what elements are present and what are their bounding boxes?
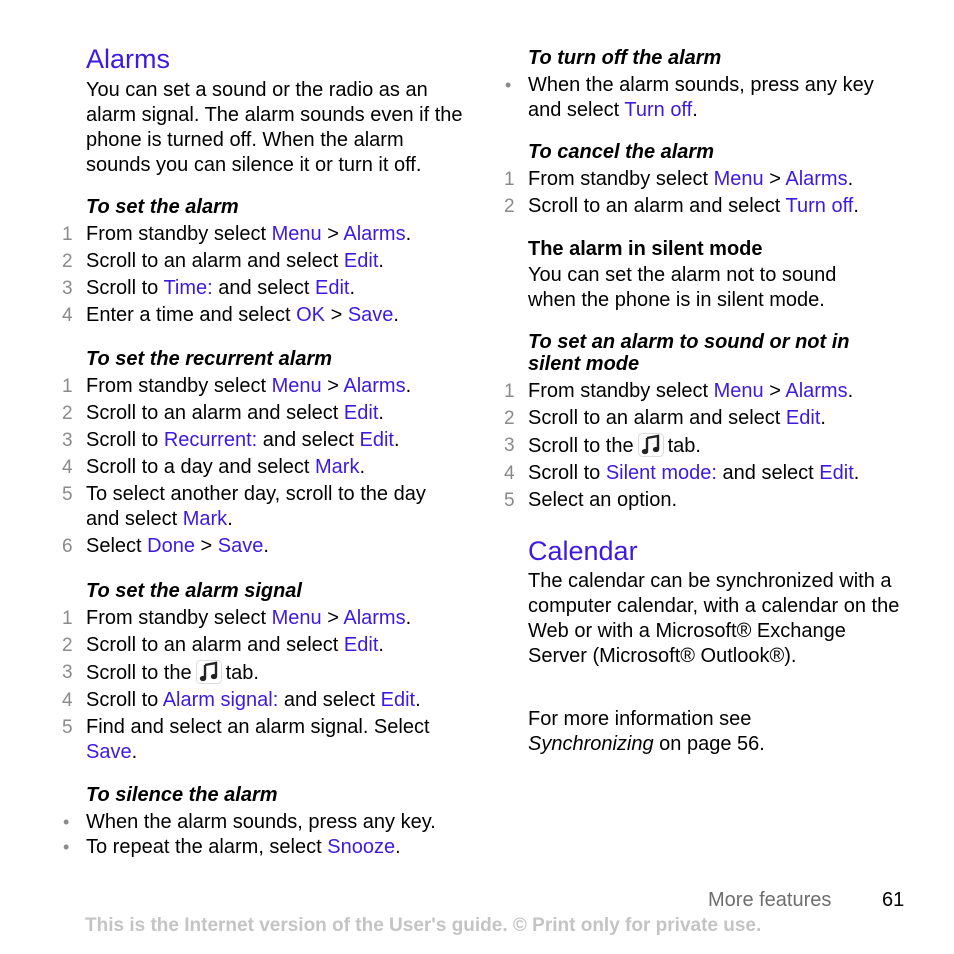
bullet-icon: •	[505, 75, 512, 95]
step-text: .	[405, 223, 412, 245]
menu-link[interactable]: Snooze	[327, 836, 396, 858]
more-info-pre: For more information see	[528, 708, 752, 730]
page-number: 61	[882, 889, 905, 911]
menu-link[interactable]: OK	[296, 304, 326, 326]
menu-link[interactable]: Menu	[271, 375, 322, 397]
menu-link[interactable]: Done	[147, 535, 195, 557]
synchronizing-reference: Synchronizing	[528, 733, 654, 755]
menu-link[interactable]: Save	[86, 741, 132, 763]
step-text: Scroll to	[86, 277, 164, 299]
step-number: 5	[504, 490, 515, 511]
step-text: >	[763, 168, 786, 190]
alarm-signal-heading: To set the alarm signal	[86, 580, 302, 602]
step-number: 1	[504, 381, 515, 402]
step-number: 2	[504, 196, 515, 217]
step-number: 3	[62, 662, 73, 683]
step-text: .	[692, 99, 698, 121]
step-text: From standby select	[528, 168, 714, 190]
step-text: Scroll to an alarm and select	[528, 407, 786, 429]
menu-link[interactable]: Menu	[271, 223, 322, 245]
footer-section-name: More features	[708, 889, 832, 911]
list-item	[58, 633, 468, 658]
step-text: .	[405, 607, 412, 629]
step-text: >	[321, 607, 344, 629]
recurrent-alarm-steps	[58, 374, 464, 561]
step-text: Enter a time and select	[86, 304, 297, 326]
music-note-tab-icon	[196, 660, 222, 684]
silence-alarm-bullets	[58, 810, 478, 860]
menu-link[interactable]: Alarms	[785, 168, 848, 190]
list-item	[500, 167, 920, 192]
recurrent-alarm-heading: To set the recurrent alarm	[86, 348, 333, 370]
step-text: .	[393, 429, 400, 451]
step-number: 2	[504, 408, 515, 429]
step-text: Scroll to the	[528, 435, 634, 457]
step-number: 1	[62, 224, 73, 245]
step-text: Find and select an alarm signal. Select	[86, 716, 430, 738]
bullet-icon: •	[63, 837, 70, 857]
step-number: 4	[62, 457, 73, 478]
step-number: 1	[504, 169, 515, 190]
step-text: >	[325, 304, 348, 326]
step-number: 5	[62, 484, 73, 505]
step-text: .	[405, 375, 412, 397]
step-number: 2	[62, 635, 73, 656]
step-text: Scroll to	[86, 689, 163, 711]
menu-link[interactable]: Mark	[315, 456, 360, 478]
menu-link[interactable]: Silent mode:	[605, 462, 717, 484]
step-text: tab.	[225, 662, 259, 684]
alarms-heading: Alarms	[86, 44, 171, 74]
menu-link[interactable]: Menu	[271, 607, 322, 629]
step-text: and select	[212, 277, 316, 299]
step-text: Scroll to the	[86, 662, 192, 684]
list-item	[500, 406, 920, 431]
list-item	[58, 401, 464, 426]
cancel-alarm-steps	[500, 167, 920, 221]
menu-link[interactable]: Turn off	[785, 195, 854, 217]
list-item	[58, 810, 478, 835]
list-item	[58, 482, 464, 532]
bullet-icon: •	[63, 812, 70, 832]
list-item	[58, 249, 478, 274]
menu-link[interactable]: Time:	[163, 277, 213, 299]
step-text: .	[853, 462, 860, 484]
list-item	[58, 276, 478, 301]
step-text: From standby select	[86, 375, 272, 397]
step-text: and select	[716, 462, 820, 484]
set-alarm-steps	[58, 222, 478, 330]
step-text: .	[395, 836, 401, 858]
list-item	[58, 455, 464, 480]
step-number: 5	[62, 717, 73, 738]
more-info	[528, 707, 908, 757]
menu-link[interactable]: Recurrent:	[163, 429, 258, 451]
silent-set-heading: To set an alarm to sound or not in silent mode	[528, 331, 850, 375]
turn-off-alarm-bullets	[500, 73, 910, 123]
step-text: From standby select	[528, 380, 714, 402]
step-text: .	[359, 456, 366, 478]
turn-off-alarm-heading: To turn off the alarm	[528, 47, 722, 69]
step-text: and select	[257, 429, 360, 451]
menu-link[interactable]: Turn off	[624, 99, 693, 121]
step-text: .	[378, 402, 384, 424]
alarm-signal-steps	[58, 606, 468, 767]
step-text: tab.	[667, 435, 701, 457]
menu-link[interactable]: Menu	[713, 168, 764, 190]
menu-link[interactable]: Edit	[343, 402, 379, 424]
menu-link[interactable]: Mark	[182, 508, 228, 530]
menu-link[interactable]: Edit	[819, 462, 854, 484]
list-item	[500, 488, 920, 513]
list-item	[58, 715, 468, 765]
step-text: When the alarm sounds, press any key and select	[528, 74, 874, 121]
list-item	[58, 688, 468, 713]
alarms-intro: You can set a sound or the radio as an alarm signal. The alarm sounds even if the phone is turned off. When the alarm sounds you can silence it or turn it off.	[86, 79, 463, 176]
step-number: 4	[504, 463, 515, 484]
step-number: 2	[62, 403, 73, 424]
step-number: 3	[62, 278, 73, 299]
step-text: >	[194, 535, 218, 557]
step-text: and select	[278, 689, 381, 711]
list-item	[58, 835, 478, 860]
set-alarm-heading: To set the alarm	[86, 196, 239, 218]
step-text: Scroll to an alarm and select	[86, 250, 344, 272]
menu-link[interactable]: Edit	[315, 277, 350, 299]
calendar-heading: Calendar	[528, 536, 638, 566]
step-text: To repeat the alarm, select	[86, 836, 328, 858]
step-number: 6	[62, 536, 73, 557]
silence-alarm-heading: To silence the alarm	[86, 784, 278, 806]
menu-link[interactable]: Edit	[785, 407, 821, 429]
more-info-post: on page 56.	[653, 733, 765, 755]
step-text: .	[378, 634, 384, 656]
list-item	[58, 303, 478, 328]
list-item	[500, 194, 920, 219]
step-text: Scroll to an alarm and select	[528, 195, 786, 217]
step-text: .	[853, 195, 859, 217]
menu-link[interactable]: Alarm signal:	[162, 689, 279, 711]
step-text: Scroll to an alarm and select	[86, 634, 344, 656]
silent-mode-text: You can set the alarm not to sound when the phone is in silent mode.	[528, 264, 837, 311]
step-number: 1	[62, 608, 73, 629]
step-text: Scroll to an alarm and select	[86, 402, 344, 424]
step-number: 1	[62, 376, 73, 397]
menu-link[interactable]: Alarms	[785, 380, 848, 402]
menu-link[interactable]: Alarms	[343, 375, 406, 397]
step-number: 2	[62, 251, 73, 272]
menu-link[interactable]: Save	[347, 304, 394, 326]
step-text: From standby select	[86, 607, 272, 629]
menu-link[interactable]: Edit	[380, 689, 416, 711]
step-text: To select another day, scroll to the day and select	[86, 483, 426, 530]
silent-set-steps	[500, 379, 920, 515]
step-text: Scroll to	[86, 429, 164, 451]
step-text: .	[415, 689, 421, 711]
step-text: >	[321, 375, 344, 397]
list-item	[58, 222, 478, 247]
step-text: >	[763, 380, 786, 402]
step-number: 3	[504, 435, 515, 456]
step-text: .	[820, 407, 826, 429]
menu-link[interactable]: Alarms	[343, 223, 406, 245]
step-text: .	[263, 535, 269, 557]
menu-link[interactable]: Save	[217, 535, 264, 557]
list-item	[500, 433, 920, 459]
menu-link[interactable]: Alarms	[343, 607, 406, 629]
step-text: When the alarm sounds, press any key.	[86, 811, 436, 833]
list-item	[58, 660, 468, 686]
step-text: Select an option.	[528, 489, 677, 511]
menu-link[interactable]: Menu	[713, 380, 764, 402]
music-note-tab-icon	[638, 433, 664, 457]
step-text: >	[321, 223, 344, 245]
step-text: From standby select	[86, 223, 272, 245]
list-item	[500, 461, 920, 486]
step-number: 4	[62, 305, 73, 326]
step-text: .	[393, 304, 399, 326]
step-text: .	[349, 277, 356, 299]
list-item	[58, 374, 464, 399]
step-text: .	[847, 168, 854, 190]
footer-note: This is the Internet version of the User's guide. © Print only for private use.	[85, 915, 762, 936]
step-text: .	[847, 380, 854, 402]
calendar-text: The calendar can be synchronized with a computer calendar, with a calendar on the Web or with a Microsoft® Exchange Server (Microsoft® Outlook®).	[528, 570, 900, 667]
menu-link[interactable]: Edit	[359, 429, 394, 451]
cancel-alarm-heading: To cancel the alarm	[528, 141, 714, 163]
list-item	[58, 606, 468, 631]
list-item	[58, 428, 464, 453]
menu-link[interactable]: Edit	[343, 634, 379, 656]
list-item	[500, 379, 920, 404]
menu-link[interactable]: Edit	[343, 250, 379, 272]
step-text: .	[131, 741, 138, 763]
silent-mode-heading: The alarm in silent mode	[528, 238, 763, 260]
list-item	[58, 534, 464, 559]
step-text: Scroll to	[528, 462, 606, 484]
step-text: .	[378, 250, 384, 272]
step-text: Scroll to a day and select	[86, 456, 316, 478]
step-number: 4	[62, 690, 73, 711]
step-text: .	[227, 508, 233, 530]
list-item	[500, 73, 910, 123]
step-text: Select	[86, 535, 148, 557]
step-number: 3	[62, 430, 73, 451]
